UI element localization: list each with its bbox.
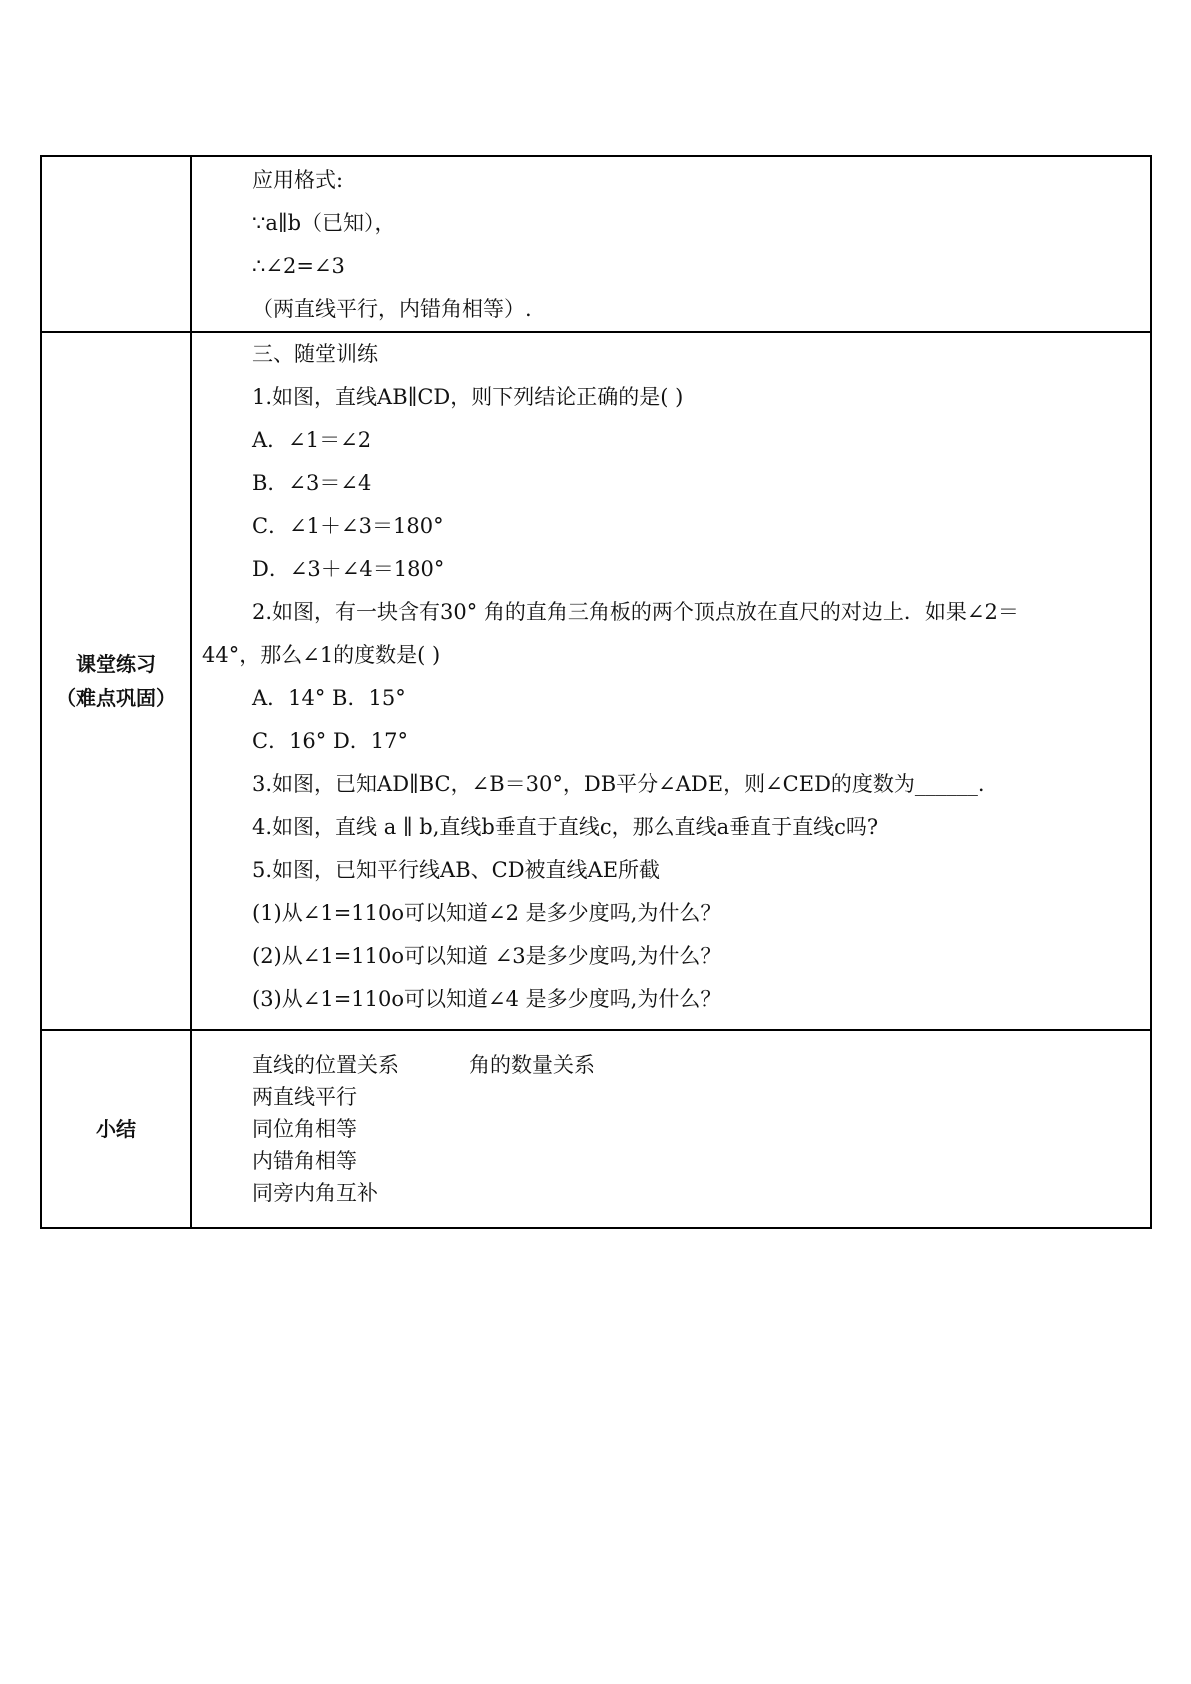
summary-line: 两直线平行	[252, 1085, 357, 1109]
section-heading: 三、随堂训练	[252, 342, 378, 366]
row-label-practice	[41, 332, 191, 1030]
question-line: 1.如图，直线AB∥CD，则下列结论正确的是( )	[252, 385, 684, 409]
question-line: 3.如图，已知AD∥BC，∠B＝30°，DB平分∠ADE，则∠CED的度数为______.	[252, 772, 985, 796]
row-label-empty	[41, 156, 191, 332]
table-row	[41, 156, 1151, 332]
text-line: 应用格式:	[252, 168, 344, 192]
summary-cell	[191, 1030, 1151, 1228]
row-label-line: 小结	[96, 1117, 136, 1141]
summary-header-right: 角的数量关系	[469, 1053, 595, 1077]
text-line: ∵a∥b（已知），	[252, 211, 396, 235]
row-label-summary	[41, 1030, 191, 1228]
row-label-line: 课堂练习	[76, 652, 156, 676]
option-line: C．16° D．17°	[252, 729, 409, 753]
row-label-line: （难点巩固）	[56, 686, 176, 710]
sub-question-line: (3)从∠1=110o可以知道∠4 是多少度吗,为什么？	[252, 987, 722, 1011]
option-line: A．∠1＝∠2	[252, 428, 372, 452]
text-line: ∴∠2=∠3	[252, 254, 345, 278]
table-row	[41, 1030, 1151, 1228]
question-line: 5.如图，已知平行线AB、CD被直线AE所截	[252, 858, 661, 882]
question-line-continued: 44°，那么∠1的度数是( )	[202, 643, 441, 667]
lesson-table	[40, 155, 1152, 1229]
text-line: （两直线平行，内错角相等）.	[252, 297, 532, 321]
summary-header-left: 直线的位置关系	[252, 1053, 399, 1077]
summary-line: 同旁内角互补	[252, 1181, 378, 1205]
table-row	[41, 332, 1151, 1030]
format-cell	[191, 156, 1151, 332]
practice-cell	[191, 332, 1151, 1030]
question-line: 2.如图，有一块含有30° 角的直角三角板的两个顶点放在直尺的对边上．如果∠2＝	[252, 600, 1019, 624]
option-line: A．14° B．15°	[252, 686, 406, 710]
sub-question-line: (1)从∠1=110o可以知道∠2 是多少度吗,为什么？	[252, 901, 722, 925]
sub-question-line: (2)从∠1=110o可以知道 ∠3是多少度吗,为什么？	[252, 944, 722, 968]
summary-header	[192, 1049, 1150, 1081]
option-line: B．∠3＝∠4	[252, 471, 372, 495]
summary-line: 同位角相等	[252, 1117, 357, 1141]
option-line: D．∠3＋∠4＝180°	[252, 557, 445, 581]
option-line: C．∠1＋∠3＝180°	[252, 514, 444, 538]
summary-line: 内错角相等	[252, 1149, 357, 1173]
question-line: 4.如图，直线 a ∥ b,直线b垂直于直线c，那么直线a垂直于直线c吗?	[252, 815, 879, 839]
